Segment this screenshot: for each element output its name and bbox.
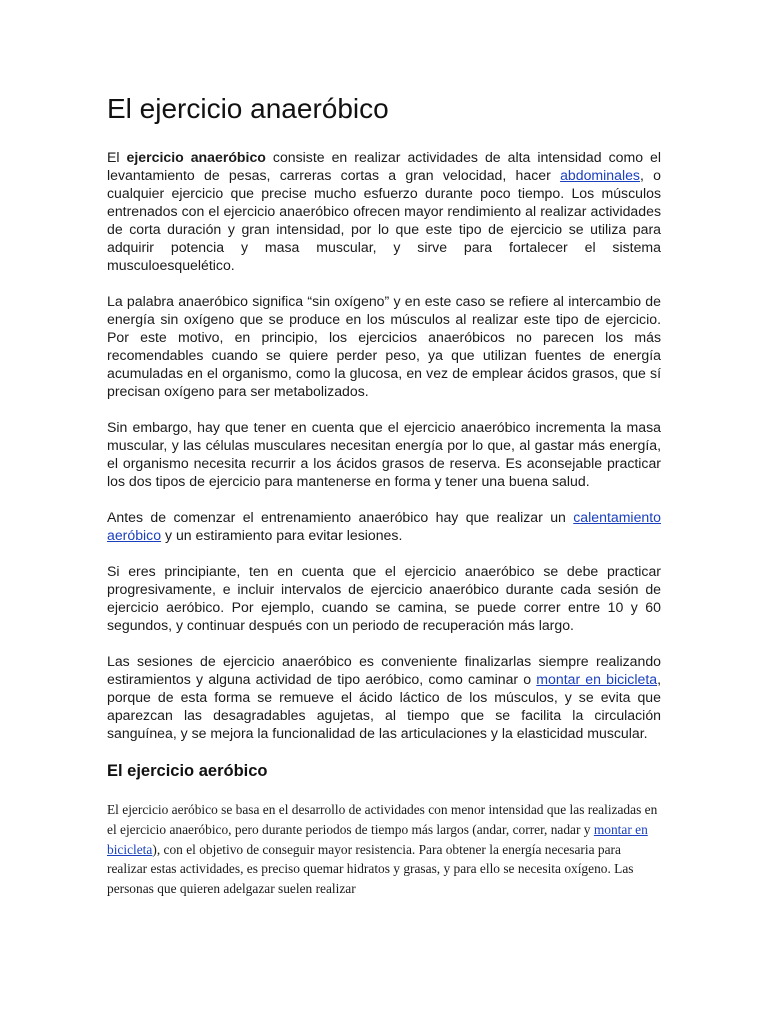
link-montar-en-bicicleta[interactable]: montar en bicicleta [536, 671, 658, 687]
paragraph-3: Sin embargo, hay que tener en cuenta que el ejercicio anaeróbico incrementa la masa muscular, y las células musculares necesitan energía por lo que, al gastar más energía, el organismo necesita recurrir a los ácidos grasos de reserva. Es aconsejable practicar los dos tipos de ejercicio para mantenerse en forma y tener una buena salud. [107, 419, 661, 489]
paragraph-4-text-b: y un estiramiento para evitar lesiones. [161, 527, 403, 543]
paragraph-4 [107, 508, 661, 544]
paragraph-6-text-b: , porque de esta forma se remueve el ácido láctico de los músculos, y se evita que aparezcan las desagradables agujetas, al tiempo que se facilita la circulación sanguínea, y se mejora la funcionalidad de las articulaciones y la elasticidad muscular. [107, 671, 661, 741]
link-calentamiento-aerobico[interactable]: calentamiento aeróbico [107, 509, 661, 543]
link-montar-en-bicicleta-2[interactable]: montar en bicicleta [107, 821, 648, 857]
paragraph-1-text-a: consiste en realizar actividades de alta intensidad como el levantamiento de pesas, carreras cortas a gran velocidad, hacer [107, 149, 661, 183]
paragraph-1-text-b: , o cualquier ejercicio que precise mucho esfuerzo durante poco tiempo. Los músculos entrenados con el ejercicio anaeróbico ofrecen mayor rendimiento al realizar actividades de corta duración y gran intensidad, por lo que este tipo de ejercicio se utiliza para adquirir potencia y masa muscular, y sirve para fortalecer el sistema musculoesquelético. [107, 167, 661, 273]
paragraph-6 [107, 652, 661, 742]
paragraph-1 [107, 148, 661, 274]
paragraph-1-lead: El [107, 149, 127, 165]
paragraph-7-text-a: El ejercicio aeróbico se basa en el desarrollo de actividades con menor intensidad que las realizadas en el ejercicio anaeróbico, pero durante periodos de tiempo más largos (andar, correr, nadar y [107, 802, 658, 837]
paragraph-1-bold: ejercicio anaeróbico [126, 149, 266, 165]
paragraph-7-text-b: ), con el objetivo de conseguir mayor resistencia. Para obtener la energía necesaria para realizar estas actividades, es preciso quemar hidratos y grasas, y para ello se necesita oxígeno. Las personas que quieren adelgazar suelen realizar [107, 841, 634, 897]
section-subtitle: El ejercicio aeróbico [107, 762, 268, 780]
page-title: El ejercicio anaeróbico [107, 93, 389, 124]
paragraph-4-text-a: Antes de comenzar el entrenamiento anaeróbico hay que realizar un [107, 509, 574, 525]
paragraph-5: Si eres principiante, ten en cuenta que el ejercicio anaeróbico se debe practicar progresivamente, e incluir intervalos de ejercicio anaeróbico durante cada sesión de ejercicio aeróbico. Por ejemplo, cuando se camina, se puede correr entre 10 y 60 segundos, y continuar después con un periodo de recuperación más largo. [107, 563, 661, 633]
paragraph-2: La palabra anaeróbico significa “sin oxígeno” y en este caso se refiere al intercambio de energía sin oxígeno que se produce en los músculos al realizar este tipo de ejercicio. Por este motivo, en principio, los ejercicios anaeróbicos no parecen los más recomendables cuando se quiere perder peso, ya que utilizan fuentes de energía acumuladas en el organismo, como la glucosa, en vez de emplear ácidos grasos, que sí precisan oxígeno para ser metabolizados. [107, 293, 661, 399]
paragraph-6-text-a: Las sesiones de ejercicio anaeróbico es conveniente finalizarlas siempre realizando estiramientos y alguna actividad de tipo aeróbico, como caminar o [107, 653, 661, 687]
paragraph-7 [107, 800, 661, 899]
link-abdominales[interactable]: abdominales [560, 167, 640, 183]
